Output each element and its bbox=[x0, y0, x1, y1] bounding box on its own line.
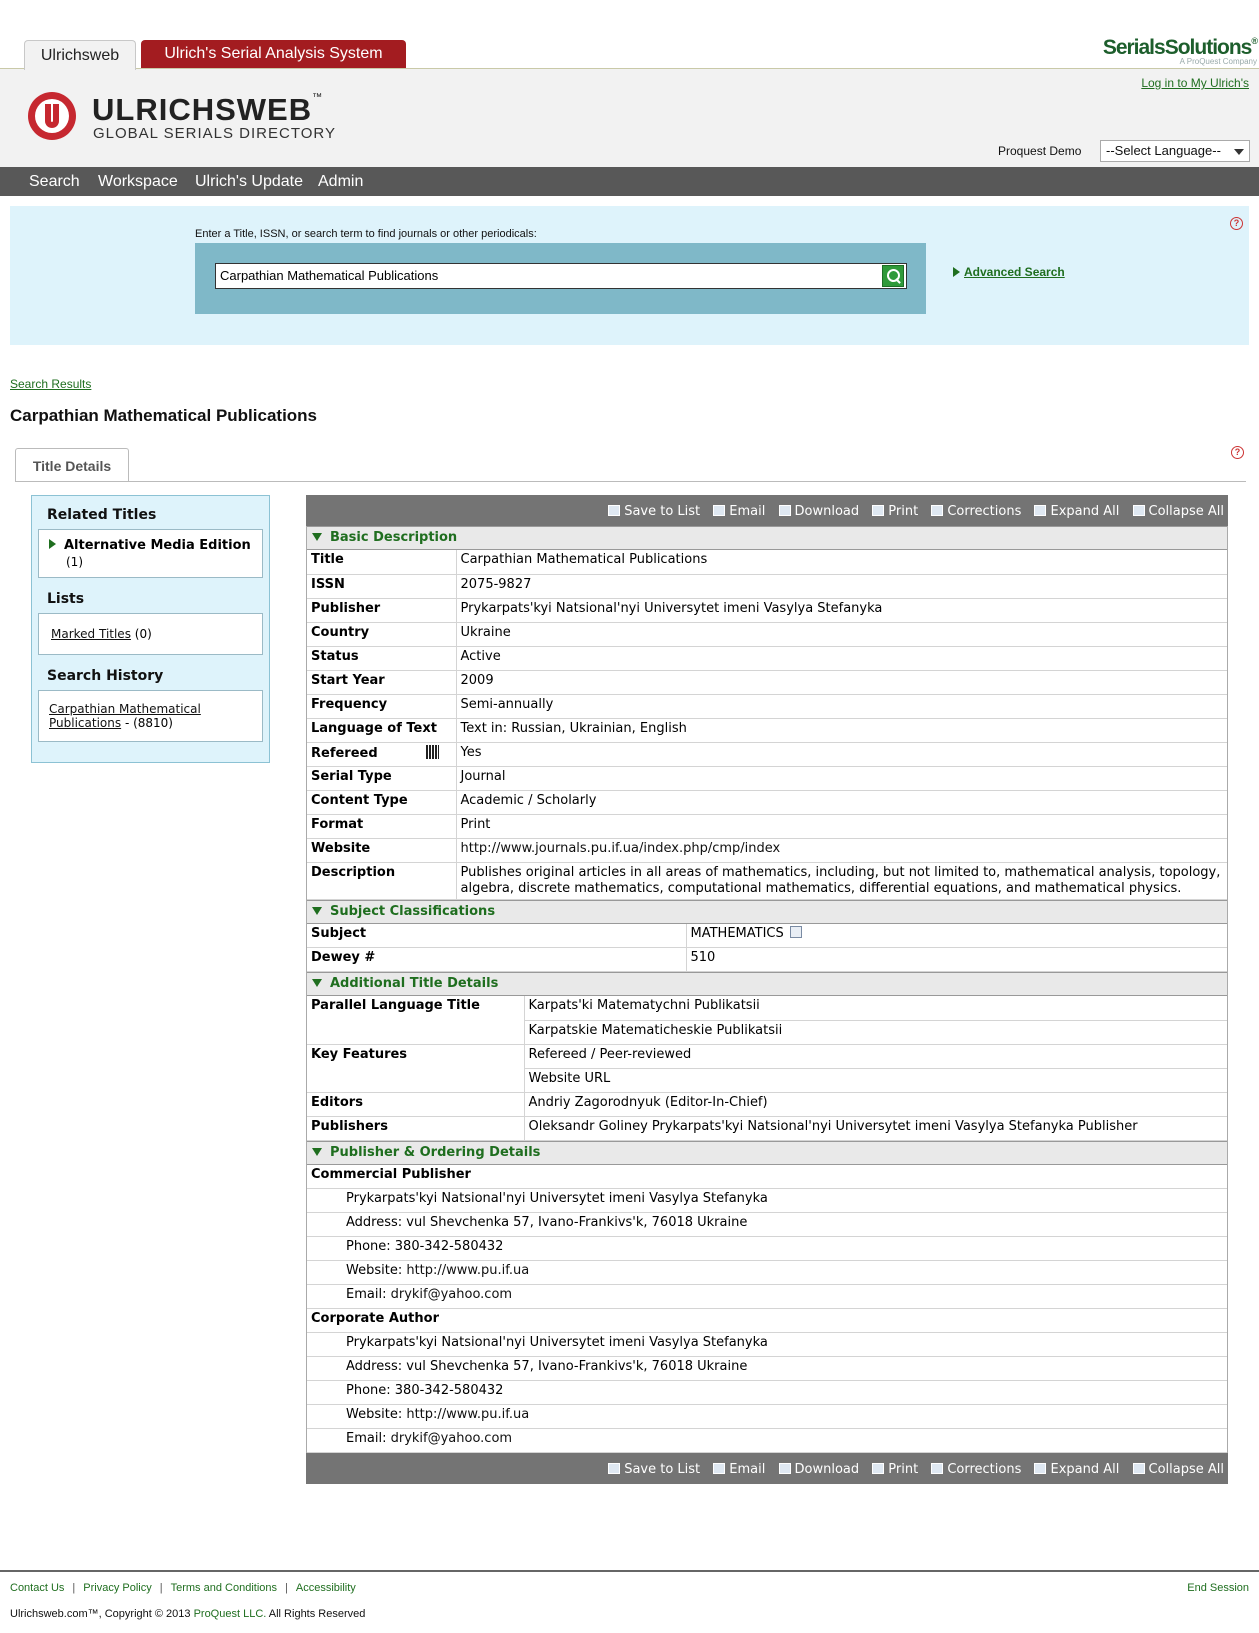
download-icon bbox=[779, 1463, 791, 1474]
contact-us-link[interactable]: Contact Us bbox=[10, 1582, 65, 1594]
field-value: Oleksandr Goliney Prykarpats'kyi Natsional'nyi Universytet imeni Vasylya Stefanyka Publisher bbox=[524, 1116, 1227, 1140]
search-panel bbox=[10, 206, 1249, 345]
table-row bbox=[307, 598, 1227, 622]
print-label: Print bbox=[888, 504, 919, 519]
save-to-list-label: Save to List bbox=[624, 504, 701, 519]
publisher-website-cell bbox=[307, 1261, 1227, 1285]
corporate-address: Address: vul Shevchenka 57, Ivano-Frankivs'k, 76018 Ukraine bbox=[307, 1357, 1227, 1381]
collapse-icon bbox=[1133, 505, 1145, 516]
expand-all-button[interactable] bbox=[1034, 1453, 1119, 1486]
field-value: 2009 bbox=[456, 670, 1227, 694]
email-prefix: Email: bbox=[346, 1431, 391, 1446]
field-value: Active bbox=[456, 646, 1227, 670]
section-title: Subject Classifications bbox=[330, 903, 496, 919]
table-row bbox=[307, 1333, 1227, 1357]
field-label: Description bbox=[307, 862, 456, 899]
nav-search[interactable]: Search bbox=[29, 173, 80, 190]
email-label: Email bbox=[729, 504, 766, 519]
section-title: Publisher & Ordering Details bbox=[330, 1144, 541, 1160]
search-history-box bbox=[38, 690, 263, 742]
field-value: 2075-9827 bbox=[456, 574, 1227, 598]
field-value: Prykarpats'kyi Natsional'nyi Universytet imeni Vasylya Stefanyka bbox=[456, 598, 1227, 622]
pencil-icon bbox=[931, 505, 943, 516]
table-row bbox=[307, 1309, 1227, 1333]
corrections-label: Corrections bbox=[947, 504, 1022, 519]
triangle-right-icon bbox=[49, 539, 56, 549]
save-list-icon bbox=[608, 1463, 620, 1474]
section-title: Basic Description bbox=[330, 530, 458, 545]
related-titles-box bbox=[38, 529, 263, 578]
corporate-name: Prykarpats'kyi Natsional'nyi Universytet imeni Vasylya Stefanyka bbox=[307, 1333, 1227, 1357]
publisher-website-link[interactable]: http://www.pu.if.ua bbox=[406, 1263, 530, 1278]
field-value: 510 bbox=[686, 948, 1227, 972]
field-label: Parallel Language Title bbox=[307, 996, 524, 1044]
corporate-author-label: Corporate Author bbox=[307, 1309, 1227, 1333]
logo-title bbox=[92, 92, 323, 128]
publisher-ordering-header[interactable] bbox=[307, 1141, 1227, 1165]
nav-admin[interactable]: Admin bbox=[318, 173, 364, 190]
table-row bbox=[307, 1044, 1227, 1068]
download-label: Download bbox=[794, 1462, 860, 1477]
advanced-search-label: Advanced Search bbox=[964, 265, 1065, 279]
main-nav bbox=[0, 167, 1259, 196]
table-row bbox=[307, 550, 1227, 574]
alt-media-edition-link[interactable] bbox=[49, 538, 252, 553]
field-value: Semi-annually bbox=[456, 694, 1227, 718]
table-row bbox=[307, 670, 1227, 694]
triangle-right-icon bbox=[953, 267, 960, 277]
save-to-list-button[interactable] bbox=[608, 1453, 700, 1486]
corrections-button[interactable] bbox=[931, 495, 1021, 528]
detail-body bbox=[306, 526, 1228, 1453]
table-row bbox=[307, 1285, 1227, 1309]
table-row bbox=[307, 1237, 1227, 1261]
nav-workspace[interactable]: Workspace bbox=[98, 173, 178, 190]
table-row bbox=[307, 1261, 1227, 1285]
subject-table bbox=[307, 924, 1227, 973]
nav-ulrichs-update[interactable]: Ulrich's Update bbox=[195, 173, 303, 190]
footer-separator: | bbox=[285, 1582, 288, 1594]
download-label: Download bbox=[794, 504, 860, 519]
language-select[interactable] bbox=[1100, 140, 1250, 162]
print-button[interactable] bbox=[872, 495, 918, 528]
additional-title-details-header[interactable] bbox=[307, 972, 1227, 996]
field-value: Karpatskie Matematicheskie Publikatsii bbox=[524, 1020, 1227, 1044]
field-value: Website URL bbox=[524, 1068, 1227, 1092]
serials-solutions-logo bbox=[1099, 36, 1259, 66]
table-row bbox=[307, 790, 1227, 814]
commercial-publisher-label: Commercial Publisher bbox=[307, 1165, 1227, 1189]
website-cell bbox=[456, 838, 1227, 862]
print-button[interactable] bbox=[872, 1453, 918, 1486]
breadcrumb-search-results[interactable]: Search Results bbox=[10, 377, 92, 391]
advanced-search-link[interactable] bbox=[953, 265, 1065, 279]
publisher-phone: Phone: 380-342-580432 bbox=[307, 1237, 1227, 1261]
field-value: Text in: Russian, Ukrainian, English bbox=[456, 718, 1227, 742]
language-select-value: --Select Language-- bbox=[1106, 143, 1221, 158]
save-to-list-label: Save to List bbox=[624, 1462, 701, 1477]
corporate-email-link[interactable]: drykif@yahoo.com bbox=[390, 1431, 513, 1446]
corporate-website-link[interactable]: http://www.pu.if.ua bbox=[406, 1407, 530, 1422]
field-value: Carpathian Mathematical Publications bbox=[456, 550, 1227, 574]
logo-title-text: ULRICHSWEB bbox=[92, 92, 313, 127]
pencil-icon bbox=[931, 1463, 943, 1474]
corporate-phone: Phone: 380-342-580432 bbox=[307, 1381, 1227, 1405]
expand-all-button[interactable] bbox=[1034, 495, 1119, 528]
email-label: Email bbox=[729, 1462, 766, 1477]
terms-link[interactable]: Terms and Conditions bbox=[170, 1582, 277, 1594]
table-row bbox=[307, 574, 1227, 598]
table-row bbox=[307, 1116, 1227, 1140]
footer-links bbox=[10, 1582, 356, 1594]
end-session-link[interactable]: End Session bbox=[1187, 1582, 1249, 1594]
field-label: Key Features bbox=[307, 1044, 524, 1092]
field-label: Dewey # bbox=[307, 948, 686, 972]
table-row bbox=[307, 838, 1227, 862]
collapse-all-button[interactable] bbox=[1133, 1453, 1225, 1486]
table-row bbox=[307, 1381, 1227, 1405]
title-detail-panel bbox=[306, 495, 1228, 1484]
triangle-down-icon bbox=[312, 979, 322, 987]
website-prefix: Website: bbox=[346, 1263, 407, 1278]
save-to-list-button[interactable] bbox=[608, 495, 700, 528]
ulrichsweb-logo-icon bbox=[28, 92, 76, 140]
lists-box bbox=[38, 613, 263, 655]
search-box bbox=[195, 243, 926, 314]
expand-icon bbox=[1034, 505, 1046, 516]
table-row bbox=[307, 694, 1227, 718]
copy-icon[interactable] bbox=[790, 926, 802, 938]
website-prefix: Website: bbox=[346, 1407, 407, 1422]
lists-heading: Lists bbox=[47, 591, 85, 607]
table-row bbox=[307, 766, 1227, 790]
field-label: Publishers bbox=[307, 1116, 524, 1140]
table-row bbox=[307, 1092, 1227, 1116]
envelope-icon bbox=[713, 1463, 725, 1474]
field-value: Andriy Zagorodnyuk (Editor-In-Chief) bbox=[524, 1092, 1227, 1116]
table-row bbox=[307, 742, 1227, 766]
envelope-icon bbox=[713, 505, 725, 516]
table-row bbox=[307, 1165, 1227, 1189]
publisher-ordering-table bbox=[307, 1165, 1227, 1454]
field-value: Refereed / Peer-reviewed bbox=[524, 1044, 1227, 1068]
search-history-link-line1: Carpathian Mathematical bbox=[49, 702, 201, 716]
email-button[interactable] bbox=[713, 495, 765, 528]
alt-media-count: (1) bbox=[66, 555, 83, 569]
proquest-link[interactable]: ProQuest LLC. bbox=[193, 1608, 267, 1620]
additional-details-table bbox=[307, 996, 1227, 1141]
field-value: Publishes original articles in all areas of mathematics, including, but not limited to, mathematical analysis, topology, algebra, discrete mathematics, computational mathematics, differential equations, and mathematical physics. bbox=[456, 862, 1227, 899]
refereed-label-cell bbox=[307, 742, 456, 766]
field-value: Yes bbox=[456, 742, 1227, 766]
field-label: Status bbox=[307, 646, 456, 670]
field-value: MATHEMATICS bbox=[690, 925, 784, 941]
marked-titles-link[interactable]: Marked Titles bbox=[51, 627, 131, 641]
copyright bbox=[10, 1608, 365, 1620]
field-label: Website bbox=[307, 838, 456, 862]
footer-separator: | bbox=[159, 1582, 163, 1594]
field-label: Publisher bbox=[307, 598, 456, 622]
search-history-count: - (8810) bbox=[124, 716, 173, 730]
sidebar bbox=[31, 495, 270, 763]
collapse-all-button[interactable] bbox=[1133, 495, 1225, 528]
table-row bbox=[307, 1357, 1227, 1381]
brand-subtitle: A ProQuest Company bbox=[1179, 57, 1257, 66]
table-row bbox=[307, 622, 1227, 646]
printer-icon bbox=[872, 1463, 884, 1474]
field-label: Country bbox=[307, 622, 456, 646]
logo-tm: ™ bbox=[312, 92, 324, 103]
search-history-heading: Search History bbox=[47, 668, 164, 684]
table-row bbox=[307, 1405, 1227, 1429]
search-input[interactable]: Carpathian Mathematical Publications bbox=[215, 263, 907, 289]
download-icon bbox=[779, 505, 791, 516]
field-value: Ukraine bbox=[456, 622, 1227, 646]
tab-serial-analysis-system[interactable]: Ulrich's Serial Analysis System bbox=[141, 40, 406, 68]
tab-divider bbox=[15, 481, 1246, 482]
field-label: Content Type bbox=[307, 790, 456, 814]
basic-description-header[interactable] bbox=[307, 526, 1227, 550]
table-row bbox=[307, 1189, 1227, 1213]
field-label: Frequency bbox=[307, 694, 456, 718]
table-row bbox=[307, 718, 1227, 742]
table-row bbox=[307, 862, 1227, 899]
search-icon[interactable] bbox=[882, 265, 904, 287]
printer-icon bbox=[872, 505, 884, 516]
alt-media-label: Alternative Media Edition bbox=[64, 538, 251, 553]
corrections-button[interactable] bbox=[931, 1453, 1021, 1486]
chevron-down-icon bbox=[1234, 149, 1244, 155]
save-list-icon bbox=[608, 505, 620, 516]
account-name: Proquest Demo bbox=[998, 144, 1082, 158]
table-row bbox=[307, 996, 1227, 1020]
publisher-email-cell bbox=[307, 1285, 1227, 1309]
expand-all-label: Expand All bbox=[1050, 504, 1120, 519]
publisher-address: Address: vul Shevchenka 57, Ivano-Frankivs'k, 76018 Ukraine bbox=[307, 1213, 1227, 1237]
publisher-name: Prykarpats'kyi Natsional'nyi Universytet imeni Vasylya Stefanyka bbox=[307, 1189, 1227, 1213]
field-label: Editors bbox=[307, 1092, 524, 1116]
collapse-icon bbox=[1133, 1463, 1145, 1474]
detail-toolbar-top bbox=[306, 495, 1228, 526]
field-label: ISSN bbox=[307, 574, 456, 598]
help-icon[interactable]: ? bbox=[1230, 217, 1243, 230]
footer-divider bbox=[0, 1570, 1259, 1572]
page-title: Carpathian Mathematical Publications bbox=[10, 406, 318, 425]
subject-cell bbox=[686, 924, 1227, 948]
expand-all-label: Expand All bbox=[1050, 1462, 1120, 1477]
logo-subtitle: GLOBAL SERIALS DIRECTORY bbox=[93, 125, 336, 142]
corrections-label: Corrections bbox=[947, 1462, 1022, 1477]
corporate-website-cell bbox=[307, 1405, 1227, 1429]
email-prefix: Email: bbox=[346, 1287, 391, 1302]
table-row bbox=[307, 948, 1227, 972]
print-label: Print bbox=[888, 1462, 919, 1477]
search-prompt: Enter a Title, ISSN, or search term to find journals or other periodicals: bbox=[195, 228, 537, 240]
subject-classifications-header[interactable] bbox=[307, 900, 1227, 924]
detail-toolbar-bottom bbox=[306, 1453, 1228, 1484]
related-titles-heading: Related Titles bbox=[47, 507, 157, 523]
triangle-down-icon bbox=[312, 533, 322, 541]
table-row bbox=[307, 646, 1227, 670]
publisher-email-link[interactable]: drykif@yahoo.com bbox=[390, 1287, 513, 1302]
download-button[interactable] bbox=[779, 495, 860, 528]
email-button[interactable] bbox=[713, 1453, 765, 1486]
field-value: Print bbox=[456, 814, 1227, 838]
table-row bbox=[307, 1213, 1227, 1237]
field-label: Start Year bbox=[307, 670, 456, 694]
login-link[interactable]: Log in to My Ulrich's bbox=[1141, 76, 1249, 90]
collapse-all-label: Collapse All bbox=[1148, 504, 1224, 519]
field-value: Academic / Scholarly bbox=[456, 790, 1227, 814]
field-value: Karpats'ki Matematychni Publikatsii bbox=[524, 996, 1227, 1020]
triangle-down-icon bbox=[312, 1148, 322, 1156]
basic-description-table bbox=[307, 550, 1227, 900]
copyright-suffix: All Rights Reserved bbox=[266, 1608, 366, 1620]
triangle-down-icon bbox=[312, 907, 322, 915]
corporate-email-cell bbox=[307, 1429, 1227, 1453]
field-label: Language of Text bbox=[307, 718, 456, 742]
footer-separator: | bbox=[72, 1582, 76, 1594]
website-link[interactable]: http://www.journals.pu.if.ua/index.php/cmp/index bbox=[460, 840, 781, 856]
table-row bbox=[307, 814, 1227, 838]
accessibility-link[interactable]: Accessibility bbox=[295, 1582, 356, 1594]
refereed-icon bbox=[426, 745, 439, 759]
field-label: Subject bbox=[307, 924, 686, 948]
tab-ulrichsweb[interactable]: Ulrichsweb bbox=[24, 40, 136, 70]
table-row bbox=[307, 1429, 1227, 1453]
field-label: Format bbox=[307, 814, 456, 838]
download-button[interactable] bbox=[779, 1453, 860, 1486]
table-row bbox=[307, 924, 1227, 948]
help-icon[interactable]: ? bbox=[1231, 446, 1244, 459]
field-label: Title bbox=[307, 550, 456, 574]
privacy-policy-link[interactable]: Privacy Policy bbox=[83, 1582, 152, 1594]
brand-registered: ® bbox=[1251, 36, 1257, 46]
field-label: Serial Type bbox=[307, 766, 456, 790]
search-history-link-line2: Publications bbox=[49, 716, 122, 730]
collapse-all-label: Collapse All bbox=[1148, 1462, 1224, 1477]
field-value: Journal bbox=[456, 766, 1227, 790]
tab-title-details[interactable]: Title Details bbox=[15, 448, 129, 482]
field-label: Refereed bbox=[311, 745, 378, 761]
expand-icon bbox=[1034, 1463, 1046, 1474]
brand-name: SerialsSolutions bbox=[1102, 36, 1252, 59]
marked-titles-count: (0) bbox=[134, 627, 152, 641]
section-title: Additional Title Details bbox=[330, 976, 499, 991]
copyright-prefix: Ulrichsweb.com™, Copyright © 2013 bbox=[10, 1608, 194, 1620]
